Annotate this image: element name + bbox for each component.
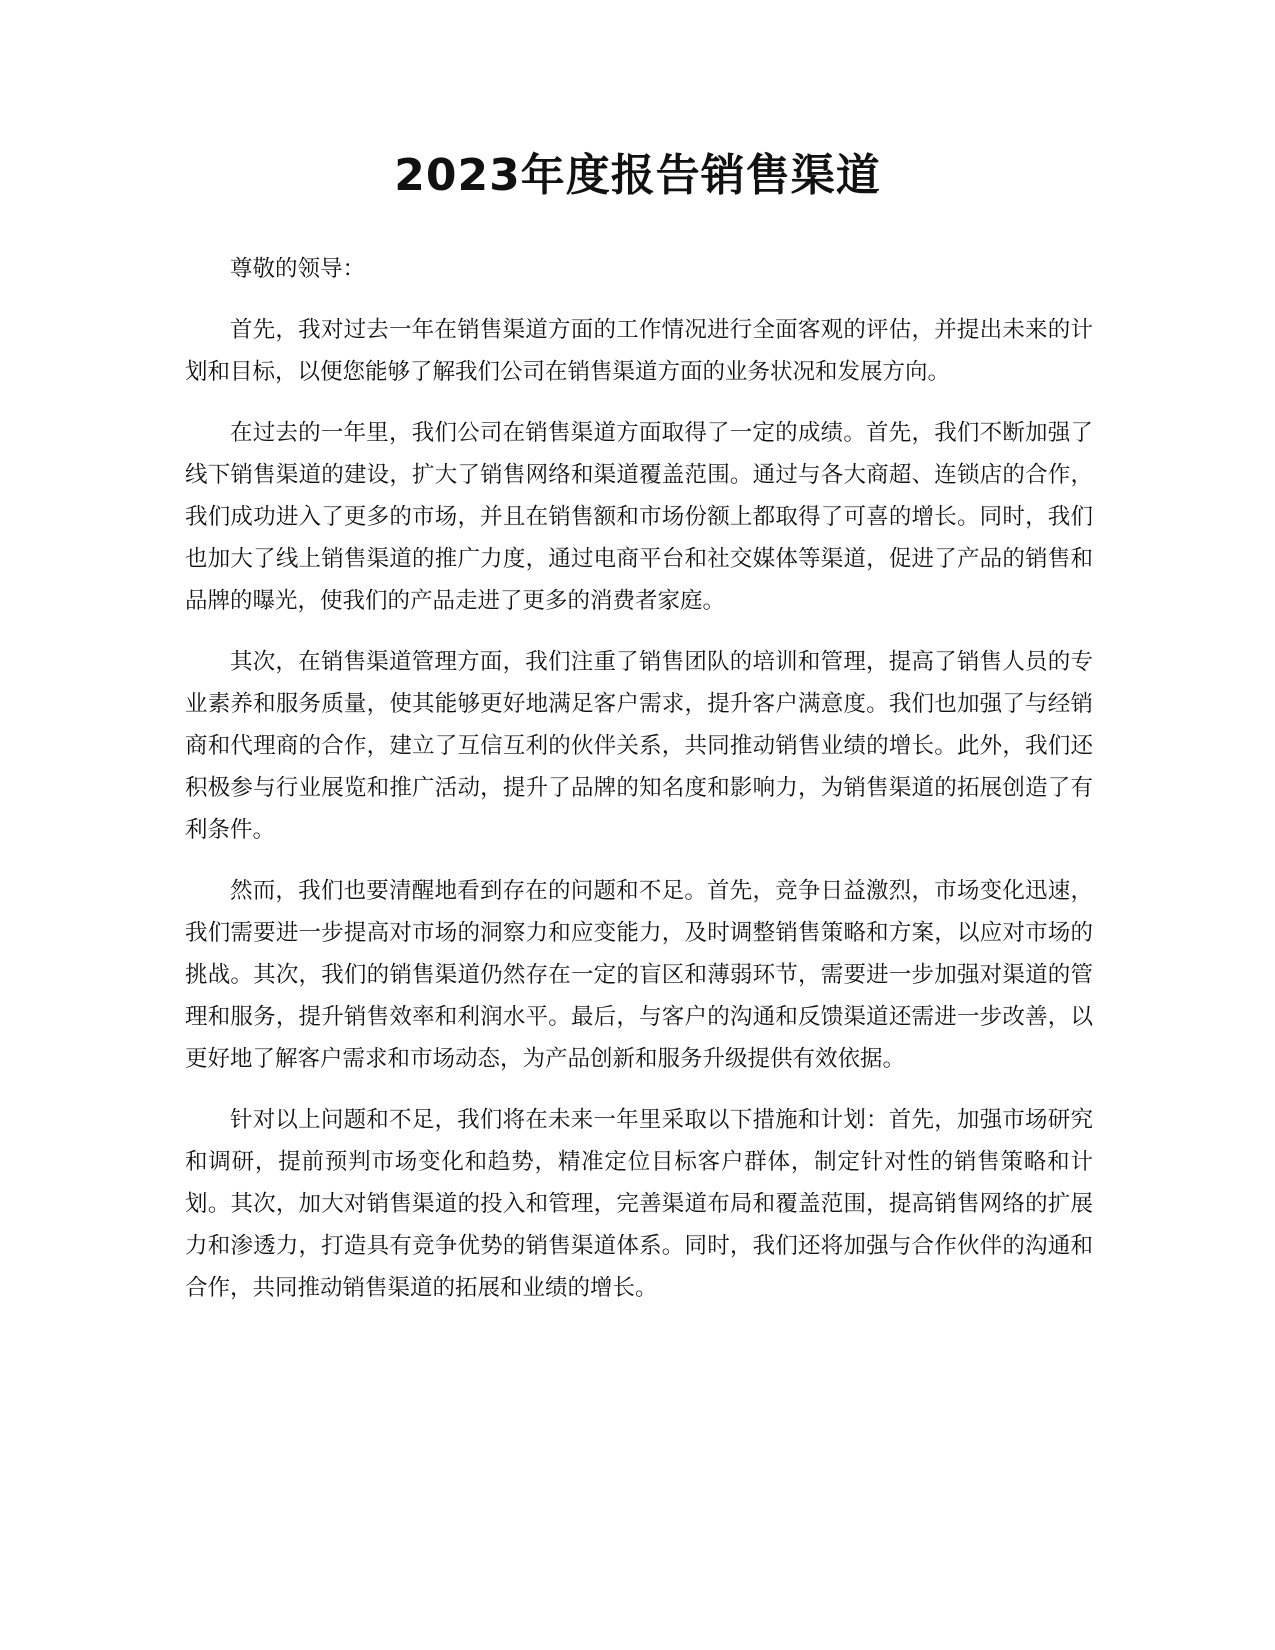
paragraph-achievements: 在过去的一年里，我们公司在销售渠道方面取得了一定的成绩。首先，我们不断加强了线下销售渠道的建设，扩大了销售网络和渠道覆盖范围。通过与各大商超、连锁店的合作，我们成功进入了更多的市场，并且在销售额和市场份额上都取得了可喜的增长。同时，我们也加大了线上销售渠道的推广力度，通过电商平台和社交媒体等渠道，促进了产品的销售和品牌的曝光，使我们的产品走进了更多的消费者家庭。 <box>185 420 1093 614</box>
document-title: 2023年度报告销售渠道 <box>394 150 881 201</box>
document-body <box>185 248 1093 1328</box>
paragraph-channel-management: 其次，在销售渠道管理方面，我们注重了销售团队的培训和管理，提高了销售人员的专业素养和服务质量，使其能够更好地满足客户需求，提升客户满意度。我们也加强了与经销商和代理商的合作，建立了互信互利的伙伴关系，共同推动销售业绩的增长。此外，我们还积极参与行业展览和推广活动，提升了品牌的知名度和影响力，为销售渠道的拓展创造了有利条件。 <box>185 649 1093 843</box>
paragraph-problems: 然而，我们也要清醒地看到存在的问题和不足。首先，竞争日益激烈，市场变化迅速，我们需要进一步提高对市场的洞察力和应变能力，及时调整销售策略和方案，以应对市场的挑战。其次，我们的销售渠道仍然存在一定的盲区和薄弱环节，需要进一步加强对渠道的管理和服务，提升销售效率和利润水平。最后，与客户的沟通和反馈渠道还需进一步改善，以更好地了解客户需求和市场动态，为产品创新和服务升级提供有效依据。 <box>185 878 1093 1072</box>
paragraph-plans: 针对以上问题和不足，我们将在未来一年里采取以下措施和计划：首先，加强市场研究和调研，提前预判市场变化和趋势，精准定位目标客户群体，制定针对性的销售策略和计划。其次，加大对销售渠道的投入和管理，完善渠道布局和覆盖范围，提高销售网络的扩展力和渗透力，打造具有竞争优势的销售渠道体系。同时，我们还将加强与合作伙伴的沟通和合作，共同推动销售渠道的拓展和业绩的增长。 <box>185 1107 1093 1301</box>
salutation: 尊敬的领导： <box>230 256 366 282</box>
paragraph-intro: 首先，我对过去一年在销售渠道方面的工作情况进行全面客观的评估，并提出未来的计划和目标，以便您能够了解我们公司在销售渠道方面的业务状况和发展方向。 <box>185 317 1093 385</box>
